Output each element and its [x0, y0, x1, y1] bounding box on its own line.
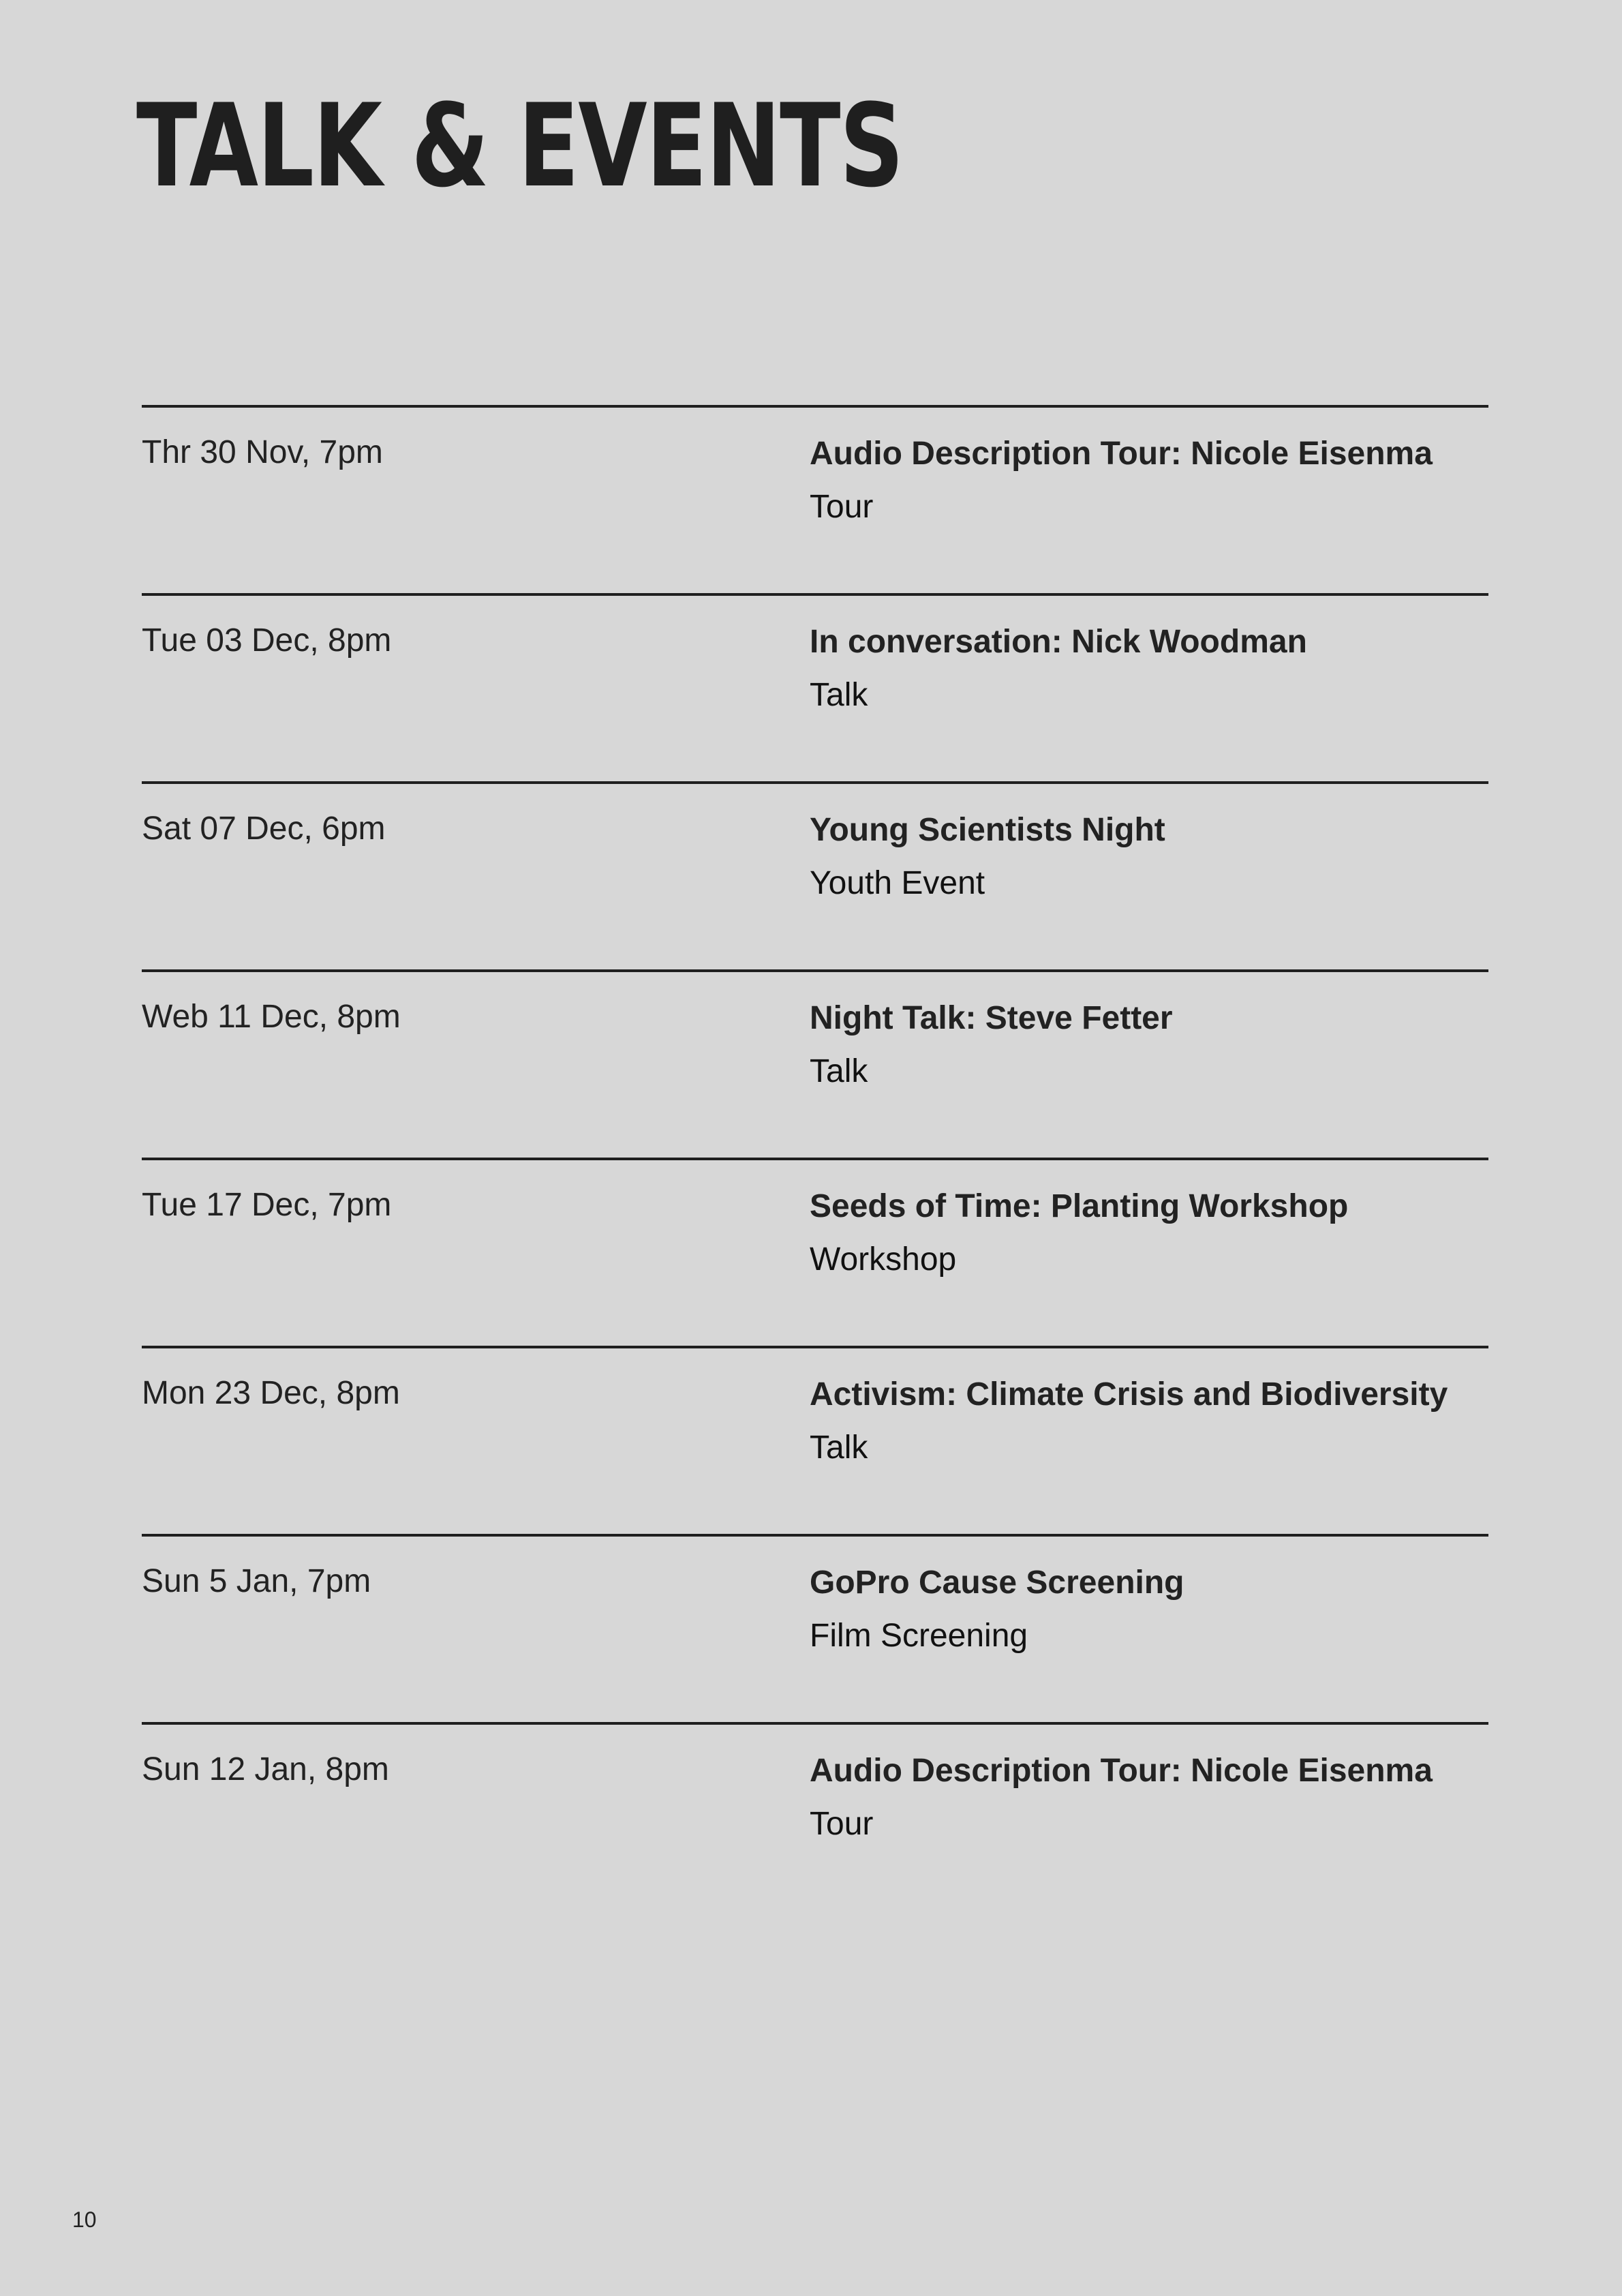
event-date: Web 11 Dec, 8pm: [142, 999, 401, 1035]
event-title: Audio Description Tour: Nicole Eisenma: [810, 1753, 1433, 1789]
event-info: [810, 1373, 1488, 1468]
event-type: Talk: [810, 1053, 868, 1089]
event-title: Activism: Climate Crisis and Biodiversity: [810, 1376, 1448, 1413]
event-title: Seeds of Time: Planting Workshop: [810, 1188, 1349, 1224]
event-title: GoPro Cause Screening: [810, 1565, 1184, 1601]
events-list: [142, 405, 1488, 1910]
event-type: Talk: [810, 677, 868, 713]
event-info: [810, 1561, 1488, 1657]
event-title: Night Talk: Steve Fetter: [810, 1000, 1173, 1036]
event-row: [142, 1534, 1488, 1722]
event-row: [142, 969, 1488, 1158]
event-info: [810, 809, 1488, 904]
event-type: Film Screening: [810, 1618, 1028, 1654]
event-row: [142, 1346, 1488, 1534]
event-row: [142, 781, 1488, 969]
event-info: [810, 1749, 1488, 1845]
event-type: Tour: [810, 489, 874, 525]
event-date: Mon 23 Dec, 8pm: [142, 1375, 400, 1411]
event-type: Talk: [810, 1430, 868, 1466]
event-date: Tue 17 Dec, 7pm: [142, 1187, 392, 1223]
event-row: [142, 1722, 1488, 1910]
event-date: Sun 5 Jan, 7pm: [142, 1563, 371, 1599]
event-type: Workshop: [810, 1241, 957, 1278]
event-title: Young Scientists Night: [810, 812, 1165, 848]
event-title: In conversation: Nick Woodman: [810, 624, 1307, 660]
event-info: [810, 432, 1488, 528]
event-title: Audio Description Tour: Nicole Eisenma: [810, 436, 1433, 472]
event-type: Youth Event: [810, 865, 985, 901]
event-info: [810, 620, 1488, 716]
event-date: Tue 03 Dec, 8pm: [142, 622, 392, 659]
event-row: [142, 1158, 1488, 1346]
event-info: [810, 1185, 1488, 1280]
page-title: TALK & EVENTS: [136, 79, 903, 213]
event-date: Sun 12 Jan, 8pm: [142, 1751, 389, 1787]
event-row: [142, 593, 1488, 781]
event-row: [142, 405, 1488, 593]
page-number: 10: [72, 2207, 97, 2232]
event-date: Sat 07 Dec, 6pm: [142, 811, 386, 847]
event-date: Thr 30 Nov, 7pm: [142, 434, 383, 470]
event-type: Tour: [810, 1806, 874, 1842]
event-info: [810, 997, 1488, 1092]
